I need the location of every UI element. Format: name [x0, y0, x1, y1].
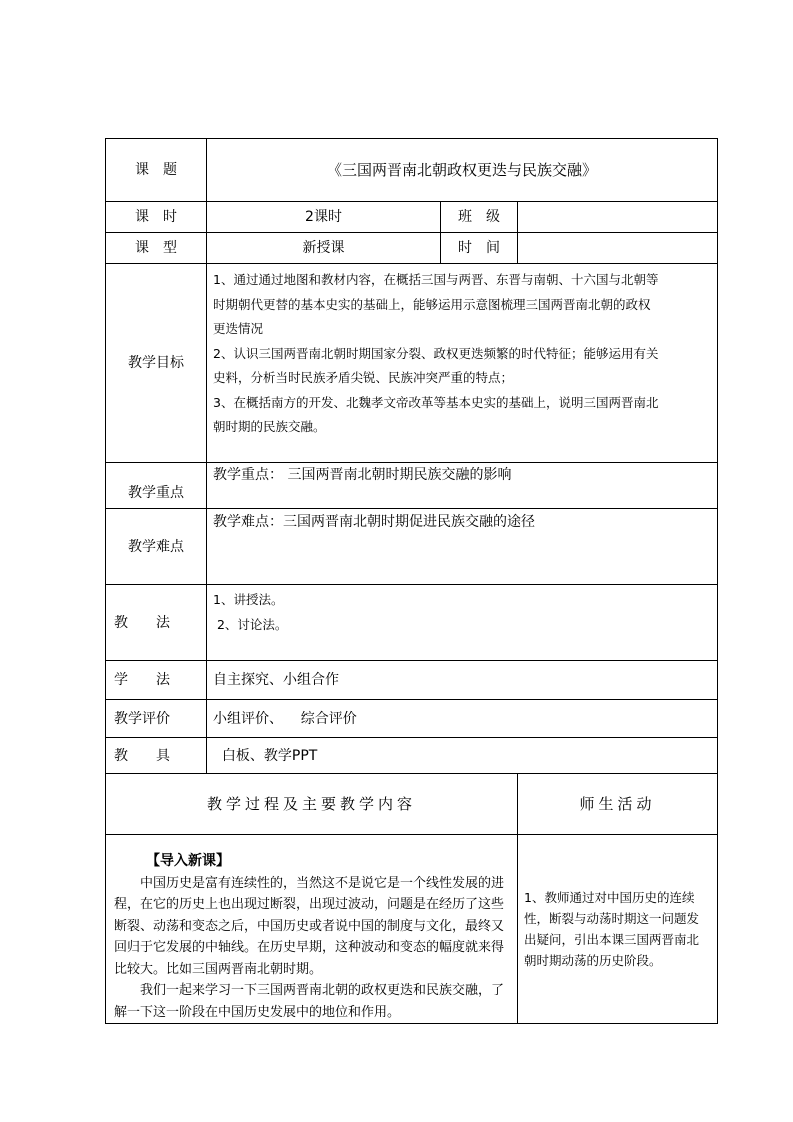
row-process-content — [106, 835, 718, 1024]
row-title — [106, 139, 718, 202]
process-header-right: 师生活动 — [518, 774, 718, 835]
row-goals — [106, 264, 718, 463]
lesson-plan-table — [105, 138, 718, 1024]
goal-line: 时期朝代更替的基本史实的基础上，能够运用示意图梳理三国两晋南北朝的政权 — [213, 296, 651, 312]
value-class — [518, 202, 718, 233]
intro-paragraph: 我们一起来学习一下三国两晋南北朝的政权更迭和民族交融，了解一下这一阶段在中国历史发展中的地位和作用。 — [114, 983, 505, 1020]
label-class: 班 级 — [441, 202, 518, 233]
row-hours — [106, 202, 718, 233]
row-process-header — [106, 774, 718, 835]
value-study: 自主探究、小组合作 — [207, 661, 718, 700]
goal-line: 1、通过通过地图和教材内容，在概括三国与两晋、东晋与南朝、十六国与北朝等 — [213, 272, 659, 287]
row-study — [106, 661, 718, 700]
label-key: 教学重点 — [106, 463, 207, 509]
goal-line: 2、认识三国两晋南北朝时期国家分裂、政权更迭频繁的时代特征；能够运用有关 — [213, 345, 659, 361]
method-line: 2、讨论法。 — [213, 616, 288, 632]
goal-line: 史料，分析当时民族矛盾尖锐、民族冲突严重的特点； — [213, 370, 514, 385]
process-header-left: 教学过程及主要教学内容 — [106, 774, 518, 835]
value-eval: 小组评价、 综合评价 — [207, 700, 718, 738]
row-key — [106, 463, 718, 509]
row-eval — [106, 700, 718, 738]
process-content — [106, 835, 518, 1024]
value-key: 教学重点： 三国两晋南北朝时期民族交融的影响 — [207, 463, 718, 509]
intro-paragraph: 中国历史是富有连续性的，当然这不是说它是一个线性发展的进程，在它的历史上也出现过断裂，出现过波动，问题是在经历了这些断裂、动荡和变态之后，中国历史或者说中国的制度与文化，最终又回归于它发展的中轴线。在历史早期，这种波动和变态的幅度就来得比较大。比如三国两晋南北朝时期。 — [114, 875, 505, 977]
label-method: 教 法 — [106, 585, 207, 661]
label-title: 课 题 — [106, 139, 207, 202]
row-type — [106, 233, 718, 264]
label-time: 时 间 — [441, 233, 518, 264]
value-difficult: 教学难点：三国两晋南北朝时期促进民族交融的途径 — [207, 509, 718, 585]
label-type: 课 型 — [106, 233, 207, 264]
intro-heading: 【导入新课】 — [146, 853, 230, 869]
row-method — [106, 585, 718, 661]
teacher-activity: 1、教师通过对中国历史的连续性，断裂与动荡时期这一问题发出疑问，引出本课三国两晋南北朝时期动荡的历史阶段。 — [518, 835, 718, 1024]
method-line: 1、讲授法。 — [213, 592, 284, 607]
label-hours: 课 时 — [106, 202, 207, 233]
value-type: 新授课 — [207, 233, 441, 264]
row-tools — [106, 738, 718, 774]
value-hours: 2课时 — [207, 202, 441, 233]
label-goals: 教学目标 — [106, 264, 207, 463]
label-difficult: 教学难点 — [106, 509, 207, 585]
lesson-title: 《三国两晋南北朝政权更迭与民族交融》 — [207, 139, 718, 202]
value-tools: 白板、教学PPT — [207, 738, 718, 774]
goals-content — [207, 264, 718, 463]
label-tools: 教 具 — [106, 738, 207, 774]
row-difficult — [106, 509, 718, 585]
label-eval: 教学评价 — [106, 700, 207, 738]
label-study: 学 法 — [106, 661, 207, 700]
goal-line: 3、在概括南方的开发、北魏孝文帝改革等基本史实的基础上，说明三国两晋南北 — [213, 394, 659, 410]
value-time — [518, 233, 718, 264]
goal-line: 朝时期的民族交融。 — [213, 419, 326, 434]
method-content — [207, 585, 718, 661]
goal-line: 更迭情况 — [213, 321, 264, 336]
